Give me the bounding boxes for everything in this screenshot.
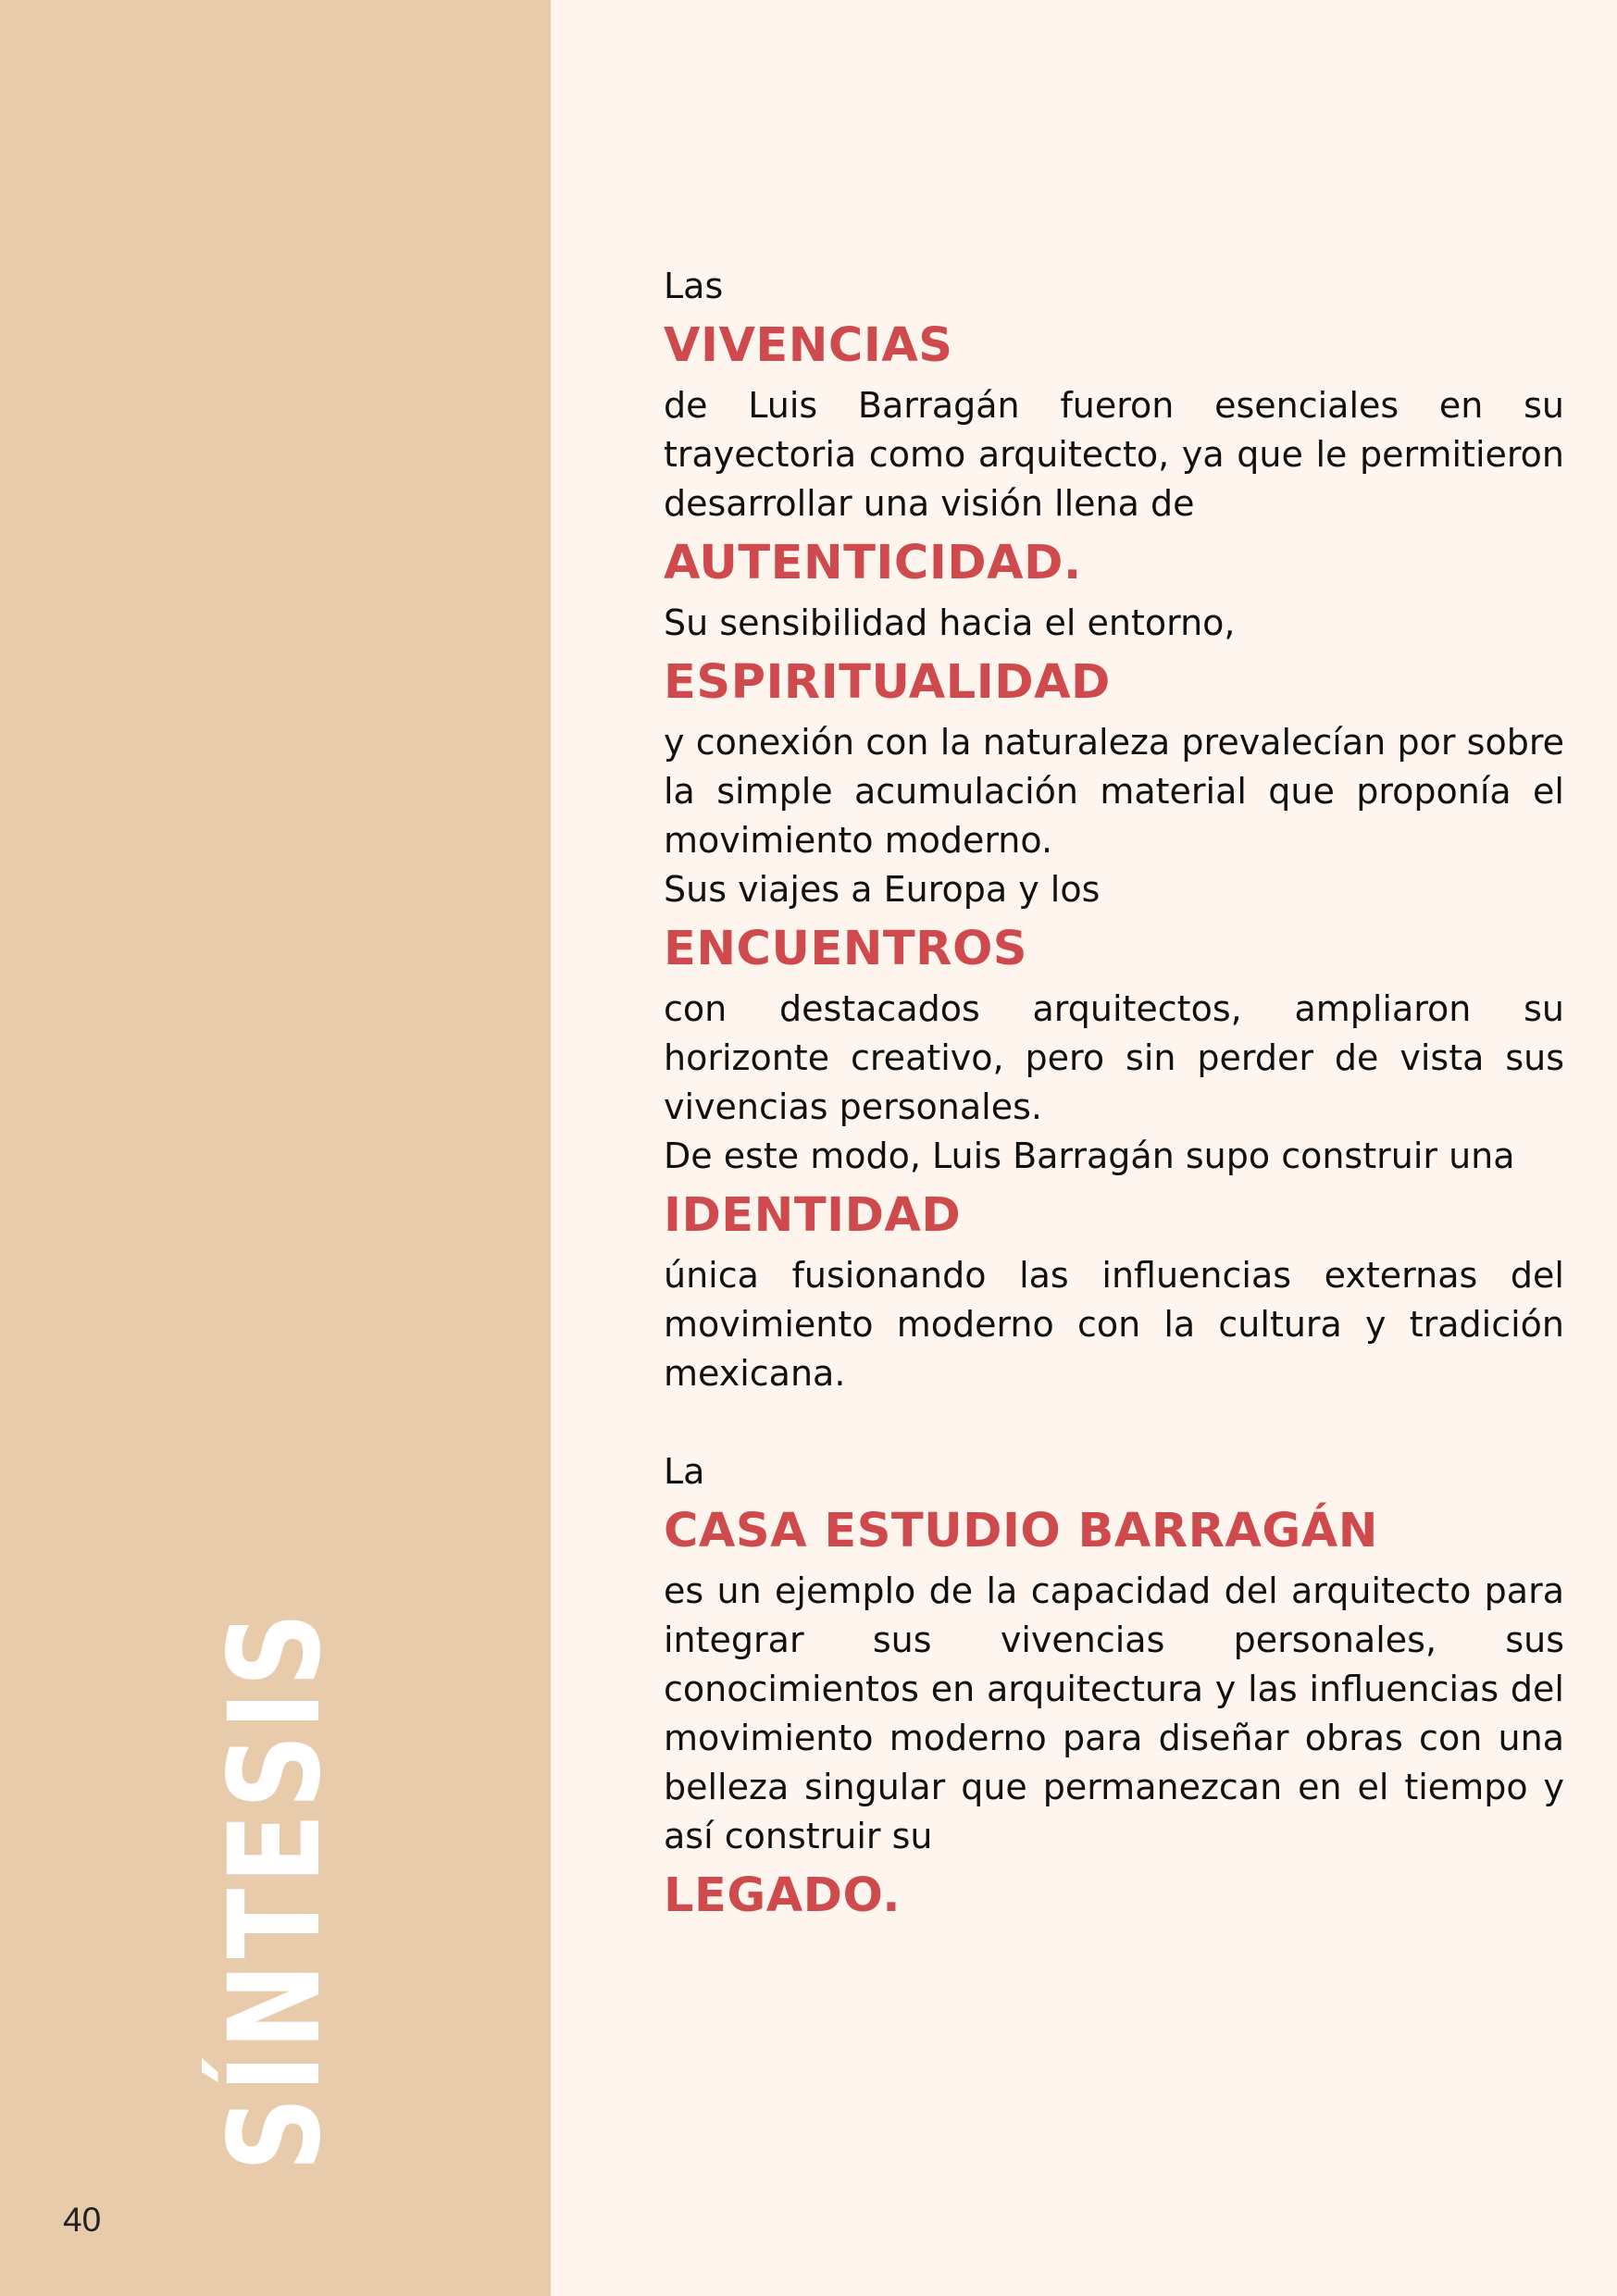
paragraph-arquitectos: con destacados arquitectos, ampliaron su horizonte creativo, pero sin perder de vista sus vivencias personales. [664, 988, 1564, 1127]
paragraph-la: La [664, 1451, 705, 1492]
paragraph-sensibilidad: Su sensibilidad hacia el entorno, [664, 602, 1236, 643]
keyword-encuentros: ENCUENTROS [664, 922, 1028, 976]
keyword-identidad: IDENTIDAD [664, 1188, 962, 1243]
paragraph-vivencias: de Luis Barragán fueron esenciales en su trayectoria como arquitecto, ya que le permitieron desarrollar una visión llena de [664, 385, 1564, 524]
keyword-espiritualidad: ESPIRITUALIDAD [664, 655, 1111, 710]
paragraph-ejemplo: es un ejemplo de la capacidad del arquitecto para integrar sus vivencias personales, sus conocimientos en arquitectura y las influencias del movimiento moderno para diseñar obras con una belleza singular que permanezcan en el tiempo y así construir su [664, 1570, 1564, 1856]
keyword-casa-estudio: CASA ESTUDIO BARRAGÁN [664, 1504, 1378, 1558]
paragraph-fusion: única fusionando las influencias externas del movimiento moderno con la cultura y tradición mexicana. [664, 1255, 1564, 1394]
section-title-vertical: SÍNTESIS [203, 1607, 349, 2172]
paragraph-viajes: Sus viajes a Europa y los [664, 869, 1101, 910]
paragraph-modo: De este modo, Luis Barragán supo construir una [664, 1136, 1515, 1176]
keyword-autenticidad: AUTENTICIDAD. [664, 536, 1082, 590]
paragraph-intro: Las [664, 266, 724, 306]
main-text-column [664, 262, 1564, 1931]
paragraph-naturaleza: y conexión con la naturaleza prevalecían por sobre la simple acumulación material que proponía el movimiento moderno. [664, 722, 1564, 861]
keyword-vivencias: VIVENCIAS [664, 318, 953, 373]
page-number: 40 [63, 2201, 102, 2239]
keyword-legado: LEGADO. [664, 1868, 902, 1923]
sidebar-panel [0, 0, 551, 2296]
paragraph-spacer [664, 1398, 1564, 1447]
